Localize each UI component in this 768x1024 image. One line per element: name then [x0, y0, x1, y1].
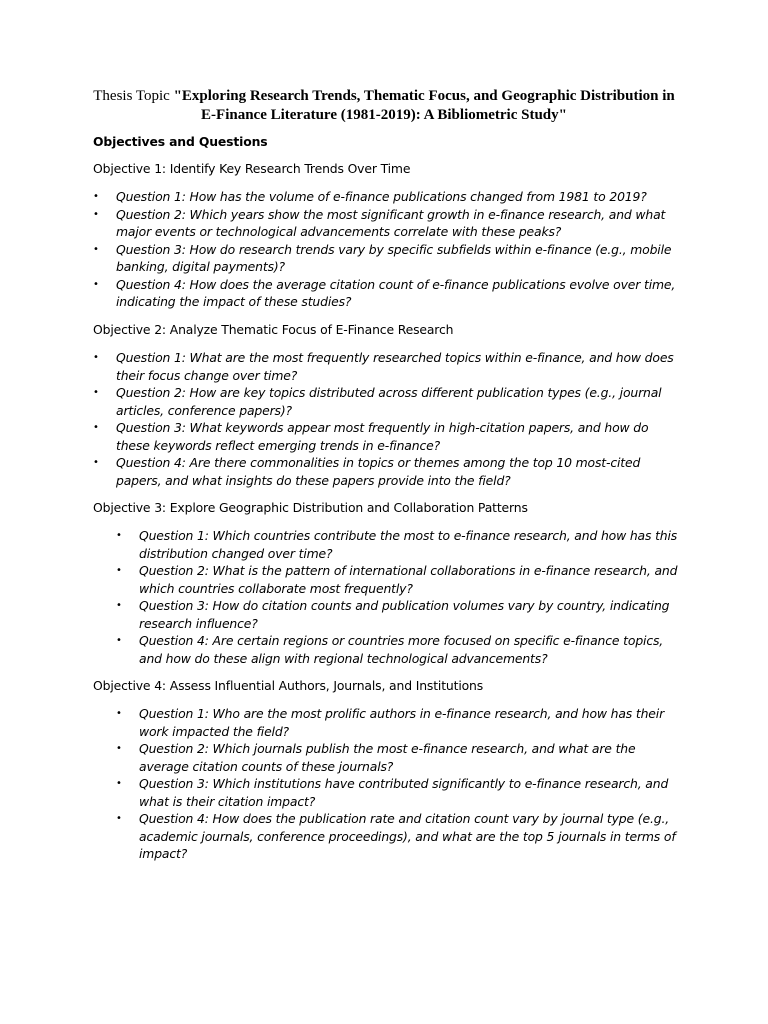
bullet-icon: •: [93, 191, 99, 202]
objective-2-label: Objective 2: Analyze Thematic Focus of E-Finance Research: [93, 322, 454, 337]
question-text: Question 3: What keywords appear most frequently in high-citation papers, and how do these keywords reflect emerging trends in e-finance?: [116, 420, 649, 453]
question-text: Question 3: How do citation counts and publication volumes vary by country, indicating research influence?: [139, 598, 670, 631]
question-text: Question 1: How has the volume of e-finance publications changed from 1981 to 2019?: [116, 189, 647, 204]
bullet-icon: •: [93, 352, 99, 363]
question-text: Question 2: Which years show the most significant growth in e-finance research, and what major events or technological advancements correlate with these peaks?: [116, 206, 666, 239]
question-item: [93, 276, 681, 311]
question-text: Question 2: How are key topics distributed across different publication types (e.g., journal articles, conference papers)?: [116, 385, 662, 418]
question-item: [93, 349, 681, 384]
bullet-icon: •: [116, 565, 122, 576]
objective-4-label: Objective 4: Assess Influential Authors, Journals, and Institutions: [93, 678, 484, 693]
bullet-icon: •: [116, 530, 122, 541]
title-prefix: Thesis Topic: [93, 88, 174, 104]
question-text: Question 2: What is the pattern of international collaborations in e-finance research, and which countries collaborate most frequently?: [139, 563, 678, 596]
bullet-icon: •: [116, 778, 122, 789]
question-item: [93, 384, 681, 419]
bullet-icon: •: [116, 635, 122, 646]
question-text: Question 3: Which institutions have contributed significantly to e-finance research, and what is their citation impact?: [139, 776, 669, 809]
question-text: Question 4: How does the average citation count of e-finance publications evolve over time, indicating the impact of these studies?: [116, 276, 676, 309]
title-topic: "Exploring Research Trends, Thematic Focus, and Geographic Distribution in E-Finance Literature (1981-2019): A Bibliometric Study": [173, 88, 675, 123]
question-text: Question 1: Who are the most prolific authors in e-finance research, and how has their work impacted the field?: [139, 706, 665, 739]
question-item: [116, 562, 684, 597]
section-heading: Objectives and Questions: [93, 134, 268, 149]
question-item: [116, 527, 684, 562]
question-text: Question 4: Are there commonalities in topics or themes among the top 10 most-cited papers, and what insights do these papers provide into the field?: [116, 455, 641, 488]
objective-2-questions: [93, 349, 681, 489]
question-text: Question 2: Which journals publish the most e-finance research, and what are the average citation counts of these journals?: [139, 741, 636, 774]
bullet-icon: •: [93, 278, 99, 290]
objective-3-questions: [116, 527, 684, 667]
objective-4-questions: [116, 705, 684, 863]
question-item: [93, 241, 681, 276]
objective-1-questions: [93, 188, 681, 311]
question-item: [93, 454, 681, 489]
question-item: [116, 597, 684, 632]
bullet-icon: •: [93, 387, 99, 398]
bullet-icon: •: [116, 813, 122, 824]
question-item: [93, 206, 681, 241]
question-text: Question 1: What are the most frequently researched topics within e-finance, and how does their focus change over time?: [116, 350, 674, 383]
bullet-icon: •: [93, 208, 99, 220]
question-text: Question 4: Are certain regions or countries more focused on specific e-finance topics, and how do these align with regional technological advancements?: [139, 633, 664, 666]
objective-1-label: Objective 1: Identify Key Research Trends Over Time: [93, 161, 411, 176]
bullet-icon: •: [93, 457, 99, 468]
question-item: [116, 810, 684, 863]
question-item: [116, 775, 684, 810]
question-item: [116, 705, 684, 740]
thesis-title: [93, 87, 675, 125]
bullet-icon: •: [116, 743, 122, 754]
bullet-icon: •: [93, 422, 99, 433]
question-item: [93, 419, 681, 454]
bullet-icon: •: [93, 243, 99, 255]
question-text: Question 1: Which countries contribute the most to e-finance research, and how has this distribution changed over time?: [139, 528, 678, 561]
question-item: [116, 632, 684, 667]
question-text: Question 3: How do research trends vary by specific subfields within e-finance (e.g., mobile banking, digital payments)?: [116, 241, 672, 274]
question-text: Question 4: How does the publication rate and citation count vary by journal type (e.g., academic journals, conference proceedings), and what are the top 5 journals in terms of impact?: [139, 811, 676, 861]
bullet-icon: •: [116, 708, 122, 719]
bullet-icon: •: [116, 600, 122, 611]
objective-3-label: Objective 3: Explore Geographic Distribution and Collaboration Patterns: [93, 500, 528, 515]
question-item: [93, 188, 681, 206]
question-item: [116, 740, 684, 775]
